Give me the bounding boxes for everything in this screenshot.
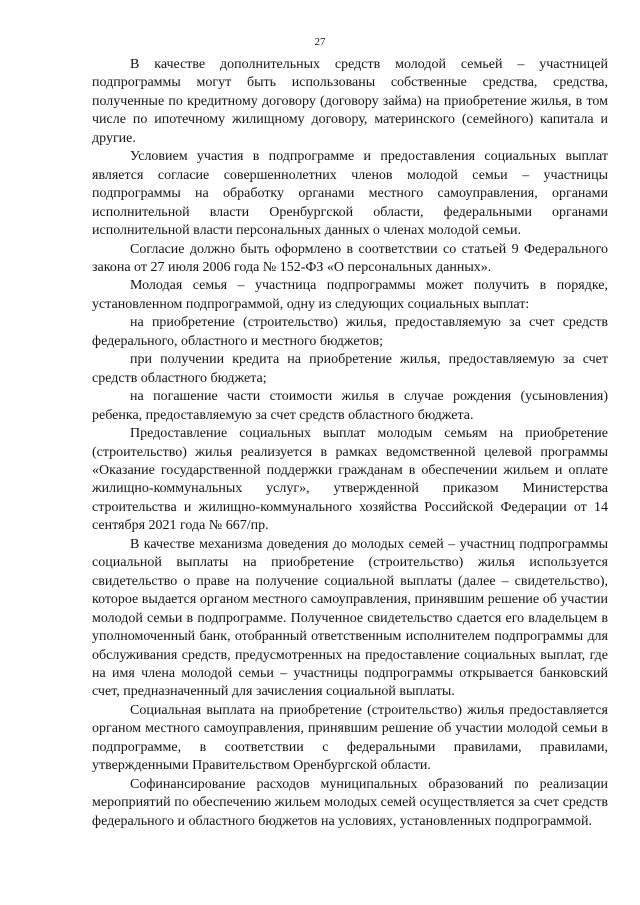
paragraph-certificate-mechanism: В качестве механизма доведения до молодых семей – участниц подпрограммы социальной выплаты на приобретение (строительство) жилья используется свидетельство о праве на получение социальной выплаты (далее – свидетельство), которое выдается органом местного самоуправления, принявшим решение об участии молодой семьи в подпрограмме. Полученное свидетельство сдается его владельцем в уполномоченный банк, отобранный ответственным исполнителем подпрограммы для обслуживания средств, предусмотренных на предоставление социальных выплат, где на имя члена молодой семьи – участницы подпрограммы открывается банковский счет, предназначенный для зачисления социальной выплаты. <box>92 536 608 700</box>
paragraph-payment-type-credit: при получении кредита на приобретение жилья, предоставляемую за счет средств областного бюджета; <box>92 352 608 386</box>
paragraph-payment-types-intro: Молодая семья – участница подпрограммы может получить в порядке, установленном подпрограммой, одну из следующих социальных выплат: <box>92 278 608 312</box>
paragraph-additional-funds: В качестве дополнительных средств молодой семьей – участницей подпрограммы могут быть использованы собственные средства, средства, полученные по кредитному договору (договору займа) на приобретение жилья, в том числе по ипотечному жилищному договору, материнского (семейного) капитала и другие. <box>92 57 608 146</box>
paragraph-participation-condition: Условием участия в подпрограмме и предоставления социальных выплат является согласие совершеннолетних членов молодой семьи – участницы подпрограммы на обработку органами местного самоуправления, органами исполнительной власти Оренбургской области, федеральными органами исполнительной власти персональных данных о членах молодой семьи. <box>92 149 608 239</box>
document-body <box>92 56 608 831</box>
paragraph-consent: Согласие должно быть оформлено в соответствии со статьей 9 Федерального закона от 27 июля 2006 года № 152-ФЗ «О персональных данных». <box>92 241 608 275</box>
paragraph-payment-provision: Социальная выплата на приобретение (строительство) жилья предоставляется органом местного самоуправления, принявшим решение об участии молодой семьи в подпрограмме, в соответствии с федеральными правилами, правилами, утвержденными Правительством Оренбургской области. <box>92 702 608 774</box>
paragraph-federal-program: Предоставление социальных выплат молодым семьям на приобретение (строительство) жилья реализуется в рамках ведомственной целевой программы «Оказание государственной поддержки гражданам в обеспечении жильем и оплате жилищно-коммунальных услуг», утвержденной приказом Министерства строительства и жилищно-коммунального хозяйства Российской Федерации от 14 сентября 2021 года № 667/пр. <box>92 426 608 534</box>
paragraph-cofinancing: Софинансирование расходов муниципальных образований по реализации мероприятий по обеспечению жильем молодых семей осуществляется за счет средств федерального и областного бюджетов на условиях, установленных подпрограммой. <box>92 776 608 829</box>
paragraph-payment-type-child: на погашение части стоимости жилья в случае рождения (усыновления) ребенка, предоставляемую за счет средств областного бюджета. <box>92 389 608 423</box>
page-number: 27 <box>314 36 326 48</box>
paragraph-payment-type-purchase: на приобретение (строительство) жилья, предоставляемую за счет средств федерального, областного и местного бюджетов; <box>92 315 608 349</box>
